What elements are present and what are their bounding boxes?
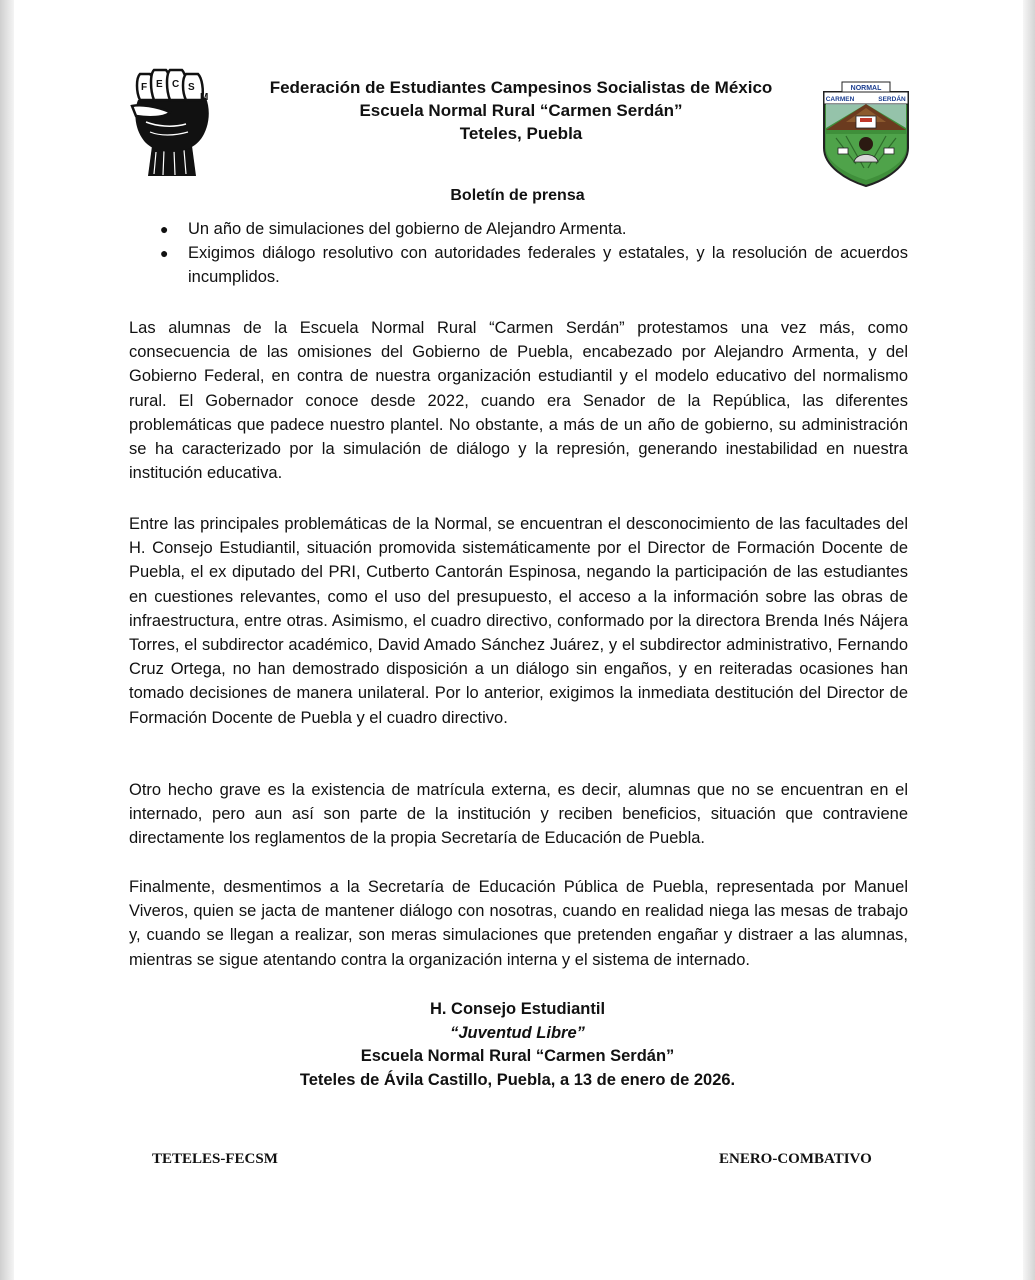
- bullet-text: Un año de simulaciones del gobierno de Alejandro Armenta.: [188, 220, 627, 238]
- paragraph-2: Entre las principales problemáticas de la Normal, se encuentran el desconocimiento de las facultades del H. Consejo Estudiantil, situación promovida sistemáticamente por el Director de Formación Docente de Puebla, el ex diputado del PRI, Cutberto Cantorán Espinosa, negando la participación de las estudiantes en cuestiones relevantes, como el uso del presupuesto, el acceso a la información sobre las obras de infraestructura, entre otras. Asimismo, el cuadro directivo, conformado por la directora Brenda Inés Nájera Torres, el subdirector académico, David Amado Sánchez Juárez, y el subdirector administrativo, Fernando Cruz Ortega, no han demostrado disposición a un diálogo sin engaños, y en reiteradas ocasiones han tomado decisiones de manera unilateral. Por lo anterior, exigimos la inmediata destitución del Director de Formación Docente de Puebla y el cuadro directivo.: [129, 515, 908, 727]
- svg-text:C: C: [172, 79, 180, 90]
- bullet-item: [150, 217, 908, 241]
- svg-text:S: S: [188, 82, 195, 93]
- document-title: Boletín de prensa: [450, 187, 585, 204]
- bullet-icon: ●: [160, 245, 169, 261]
- raised-fist-logo-icon: [126, 60, 218, 178]
- svg-text:NORMAL: NORMAL: [850, 85, 882, 92]
- bullet-item: [150, 241, 908, 289]
- svg-text:M: M: [200, 92, 209, 103]
- signature-school: Escuela Normal Rural “Carmen Serdán”: [360, 1047, 675, 1065]
- svg-text:CARMEN: CARMEN: [825, 96, 855, 103]
- header-location: Teteles, Puebla: [459, 124, 583, 143]
- svg-text:SERDÁN: SERDÁN: [878, 96, 906, 103]
- bullet-list: [150, 217, 908, 289]
- bullet-text: Exigimos diálogo resolutivo con autoridades federales y estatales, y la resolución de acuerdos incumplidos.: [188, 244, 908, 286]
- header-federation: Federación de Estudiantes Campesinos Socialistas de México: [269, 78, 773, 97]
- svg-text:F: F: [141, 82, 148, 93]
- signature-motto: “Juventud Libre”: [450, 1023, 585, 1042]
- signature-block: [0, 998, 1035, 1092]
- paragraph-3: Otro hecho grave es la existencia de matrícula externa, es decir, alumnas que no se encuentran en el internado, pero aun así son parte de la institución y reciben beneficios, situación que contraviene directamente los reglamentos de la propia Secretaría de Educación de Puebla.: [129, 781, 908, 848]
- footer-left-slogan: TETELES-FECSM: [152, 1151, 278, 1167]
- document-header: [230, 76, 812, 145]
- school-shield-logo-icon: [816, 78, 916, 188]
- signature-council: H. Consejo Estudiantil: [429, 1000, 606, 1018]
- header-school: Escuela Normal Rural “Carmen Serdán”: [359, 101, 683, 120]
- svg-text:E: E: [156, 79, 163, 90]
- bullet-icon: ●: [160, 221, 169, 237]
- footer-right-slogan: ENERO-COMBATIVO: [719, 1151, 872, 1167]
- signature-place-date: Teteles de Ávila Castillo, Puebla, a 13 de enero de 2026.: [299, 1070, 736, 1089]
- paragraph-4: Finalmente, desmentimos a la Secretaría de Educación Pública de Puebla, representada por Manuel Viveros, quien se jacta de mantener diálogo con nosotras, cuando en realidad niega las mesas de trabajo y, cuando se llegan a realizar, son meras simulaciones que pretenden engañar y distraer a las alumnas, mientras se sigue atentando contra la organización interna y el sistema de internado.: [129, 878, 908, 969]
- paragraph-1: Las alumnas de la Escuela Normal Rural “Carmen Serdán” protestamos una vez más, como consecuencia de las omisiones del Gobierno de Puebla, encabezado por Alejandro Armenta, y del Gobierno Federal, en contra de nuestra organización estudiantil y el modelo educativo del normalismo rural. El Gobernador conoce desde 2022, cuando era Senador de la República, las diferentes problemáticas que padece nuestro plantel. No obstante, a más de un año de gobierno, su administración se ha caracterizado por la simulación de diálogo y la represión, generando inestabilidad en nuestra institución educativa.: [129, 319, 908, 483]
